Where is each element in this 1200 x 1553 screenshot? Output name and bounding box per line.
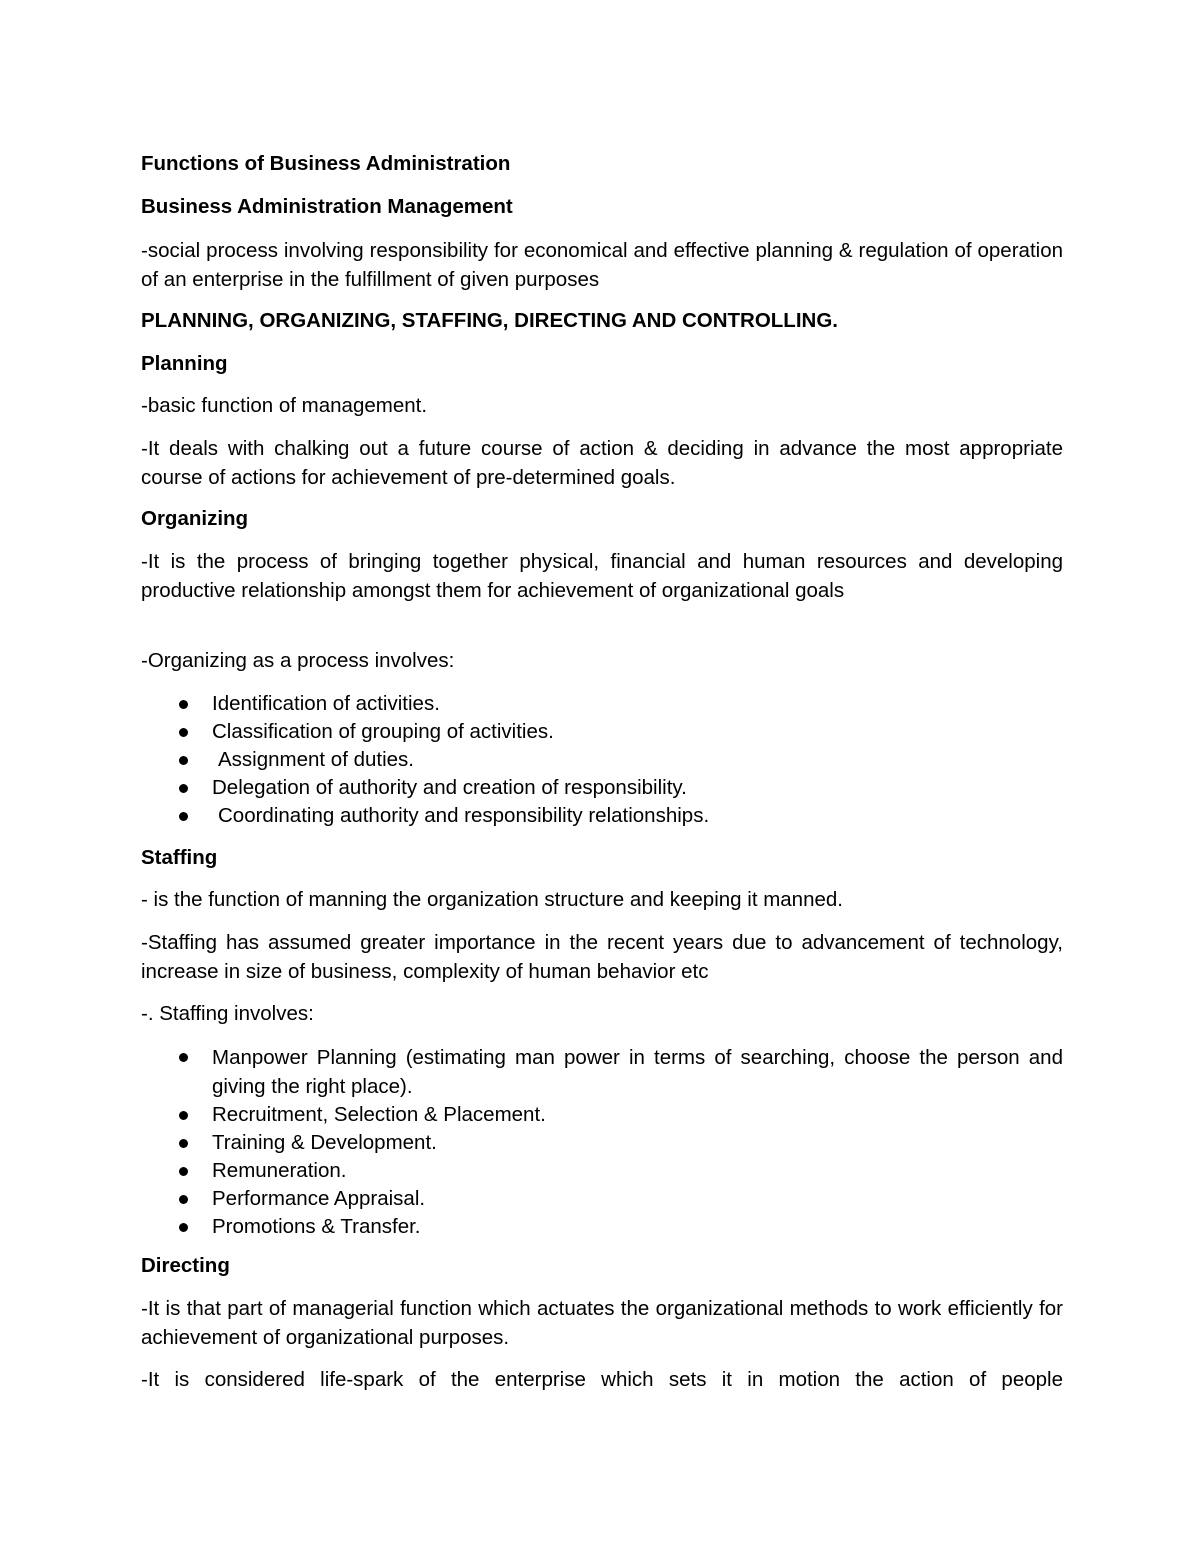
functions-heading: PLANNING, ORGANIZING, STAFFING, DIRECTING AND CONTROLLING.	[141, 309, 838, 332]
list-item: Identification of activities.	[141, 690, 1063, 718]
paragraph: -It deals with chalking out a future course of action & deciding in advance the most appropriate course of actions for achievement of pre-determined goals.	[141, 437, 1063, 489]
paragraph: -It is the process of bringing together physical, financial and human resources and developing productive relationship amongst them for achievement of organizational goals	[141, 550, 1063, 602]
list-item: Training & Development.	[141, 1129, 1063, 1157]
paragraph: -. Staffing involves:	[141, 1002, 314, 1025]
planning-heading: Planning	[141, 352, 228, 375]
staffing-heading: Staffing	[141, 846, 218, 869]
paragraph: -Organizing as a process involves:	[141, 649, 455, 672]
list-item: Classification of grouping of activities.	[141, 718, 1063, 746]
paragraph: -basic function of management.	[141, 394, 428, 417]
list-item: Promotions & Transfer.	[141, 1213, 1063, 1241]
list-item: Remuneration.	[141, 1157, 1063, 1185]
list-item: Performance Appraisal.	[141, 1185, 1063, 1213]
directing-heading: Directing	[141, 1254, 230, 1277]
staffing-list	[141, 1043, 1063, 1241]
section-heading: Business Administration Management	[141, 195, 513, 218]
list-item: Manpower Planning (estimating man power in terms of searching, choose the person and giving the right place).	[141, 1043, 1063, 1101]
document-title: Functions of Business Administration	[141, 152, 511, 175]
paragraph: -It is considered life-spark of the enterprise which sets it in motion the action of people	[141, 1368, 1063, 1391]
paragraph: -It is that part of managerial function which actuates the organizational methods to work efficiently for achievement of organizational purposes.	[141, 1297, 1063, 1349]
paragraph: -Staffing has assumed greater importance in the recent years due to advancement of technology, increase in size of business, complexity of human behavior etc	[141, 931, 1063, 983]
list-item: Recruitment, Selection & Placement.	[141, 1101, 1063, 1129]
list-item: Coordinating authority and responsibility relationships.	[141, 802, 1063, 830]
list-item: Delegation of authority and creation of responsibility.	[141, 774, 1063, 802]
organizing-heading: Organizing	[141, 507, 249, 530]
organizing-list	[141, 690, 1063, 830]
paragraph: - is the function of manning the organization structure and keeping it manned.	[141, 888, 843, 911]
list-item: Assignment of duties.	[141, 746, 1063, 774]
paragraph: -social process involving responsibility for economical and effective planning & regulation of operation of an enterprise in the fulfillment of given purposes	[141, 239, 1063, 291]
